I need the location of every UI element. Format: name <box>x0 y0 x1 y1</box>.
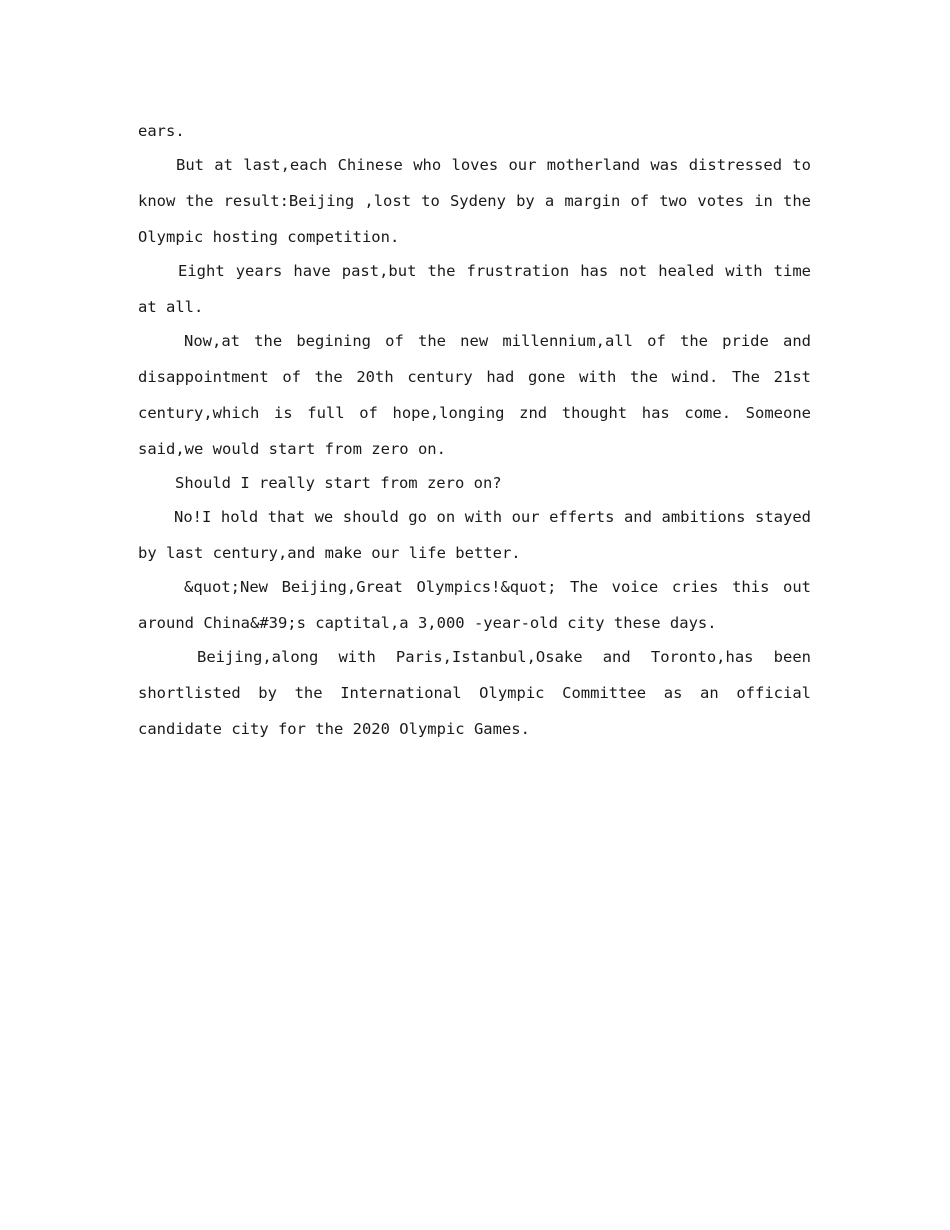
paragraph-new-millennium: Now,at the begining of the new millennium,all of the pride and disappointment of the 20th century had gone with the wind. The 21st century,which is full of hope,longing znd thought has come. Someone said,we would start from zero on. <box>138 332 811 458</box>
paragraph-continuation: ears. <box>138 122 185 140</box>
paragraph-candidate-cities: Beijing,along with Paris,Istanbul,Osake and Toronto,has been shortlisted by the International Olympic Committee as an official candidate city for the 2020 Olympic Games. <box>138 648 811 738</box>
paragraph-answer: No!I hold that we should go on with our efferts and ambitions stayed by last century,and make our life better. <box>138 508 811 562</box>
document-body <box>138 113 811 745</box>
paragraph-question: Should I really start from zero on? <box>175 474 502 492</box>
paragraph-slogan: &quot;New Beijing,Great Olympics!&quot; The voice cries this out around China&#39;s captital,a 3,000 -year-old city these days. <box>138 578 811 632</box>
paragraph-frustration: Eight years have past,but the frustration has not healed with time at all. <box>138 262 811 316</box>
paragraph-olympic-result: But at last,each Chinese who loves our motherland was distressed to know the result:Beijing ,lost to Sydeny by a margin of two votes in the Olympic hosting competition. <box>138 156 811 246</box>
